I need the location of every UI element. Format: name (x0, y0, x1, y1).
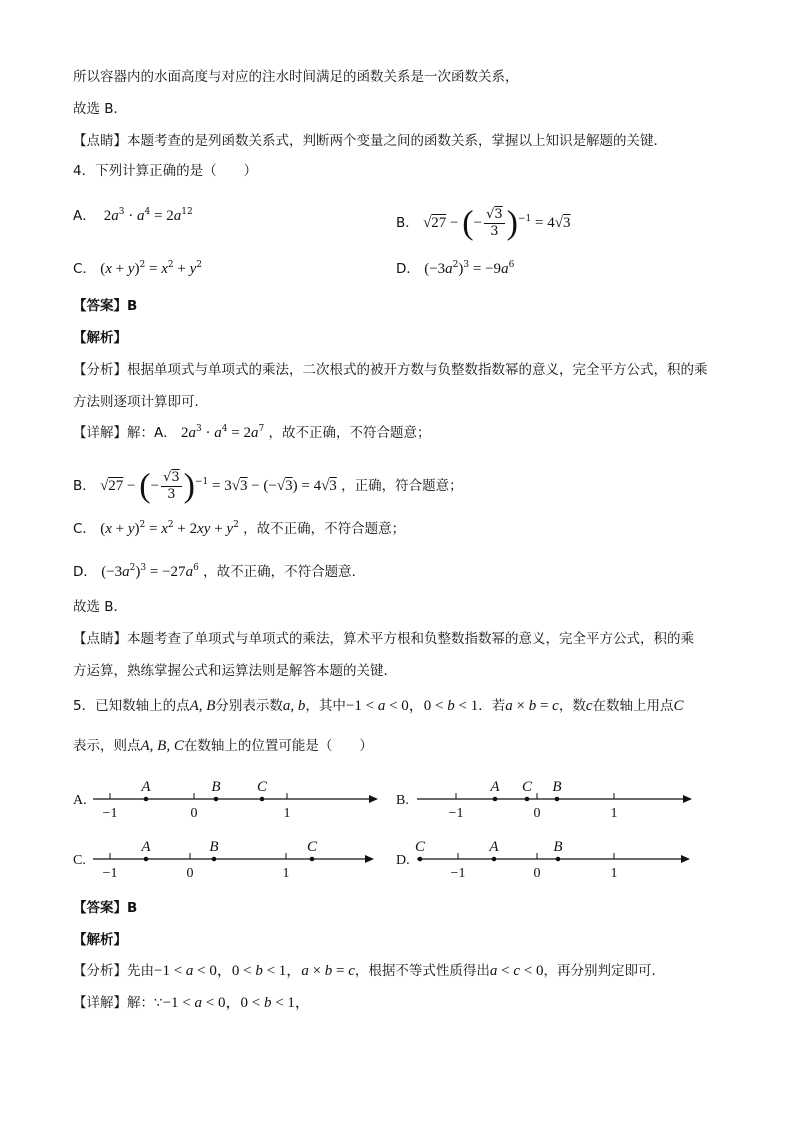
arrow-icon (369, 795, 378, 803)
arrow-icon (683, 795, 692, 803)
tick-label: −1 (102, 806, 118, 821)
tick-label: 1 (610, 866, 618, 881)
text-line: 【分析】根据单项式与单项式的乘法，二次根式的被开方数与负整数指数幂的意义，完全平方公式，积的乘 (73, 362, 708, 378)
number-line-options (0, 775, 794, 895)
point-dot (556, 857, 561, 862)
analysis-5-line: 【分析】先由−1 < a < 0，0 < b < 1，a × b = c，根据不等式性质得出a < c < 0，再分别判定即可． (73, 963, 666, 979)
point-dot (555, 797, 560, 802)
option-label: D. (396, 853, 410, 868)
point-dot (310, 857, 315, 862)
point-label: C (256, 779, 268, 795)
point-dot (418, 857, 423, 862)
text-line: 【点睛】本题考查了单项式与单项式的乘法，算术平方根和负整数指数幂的意义，完全平方公式，积的乘 (73, 631, 694, 647)
text-line: 故选 B． (73, 101, 128, 117)
point-dot (525, 797, 530, 802)
point-label: B (553, 839, 563, 855)
answer-5: 【答案】B (73, 900, 138, 916)
arrow-icon (681, 855, 690, 863)
option-label: C. (73, 853, 86, 868)
question-5-line2: 表示，则点A, B, C在数轴上的位置可能是（ ） (73, 738, 373, 754)
point-dot (144, 797, 149, 802)
option-d: D． $(-3a^2)^3 = -9a^6$ (396, 260, 515, 277)
point-label: A (141, 839, 151, 855)
detail-5-line: 【详解】解：∵−1 < a < 0，0 < b < 1， (73, 995, 310, 1011)
text-line: 方运算，熟练掌握公式和运算法则是解答本题的关键． (73, 663, 397, 679)
point-label: B (209, 839, 219, 855)
option-b: B． √27 − (− $\frac{√3}{3}$ )$^{-1}$ = 4√3 (396, 204, 571, 242)
tick-label: −1 (448, 806, 464, 821)
question-4-title: 4．下列计算正确的是（ ） (73, 163, 258, 179)
point-label: A (490, 779, 500, 795)
text-line: 故选 B． (73, 599, 128, 615)
point-label: B (211, 779, 221, 795)
tick-label: 0 (533, 866, 541, 881)
point-label: C (521, 779, 533, 795)
tick-label: 0 (533, 806, 541, 821)
point-dot (144, 857, 149, 862)
text-line: 【点睛】本题考查的是列函数关系式，判断两个变量之间的函数关系，掌握以上知识是解题的关键． (73, 133, 667, 149)
tick-label: 1 (283, 806, 291, 821)
point-label: C (306, 839, 318, 855)
detail-d: D． $(-3a^2)^3 = -27a^6$ ，故不正确，不符合题意． (73, 563, 366, 580)
question-5-line1: 5．已知数轴上的点A, B分别表示数a, b，其中−1 < a < 0，0 < b < 1．若a × b = c，数c在数轴上用点C (73, 698, 684, 714)
tick-label: 1 (610, 806, 618, 821)
answer-4: 【答案】B (73, 298, 138, 314)
option-label: B. (396, 793, 409, 808)
detail-a: 【详解】解：A． $2a^3 \cdot a^4 = 2a^7$ ，故不正确，不符合题意； (73, 424, 431, 441)
detail-c: C． $(x + y)^2 = x^2 + 2xy + y^2$ ，故不正确，不符合题意； (73, 520, 406, 537)
arrow-icon (365, 855, 374, 863)
detail-b: B． √27 − (− $\frac{√3}{3}$ )$^{-1}$ = 3√3 − (−√3) = 4√3 ，正确，符合题意； (73, 467, 463, 505)
option-a: A． $2a^3 \cdot a^4 = 2a^{12}$ (73, 207, 193, 224)
text-line: 方法则逐项计算即可． (73, 394, 208, 410)
point-dot (260, 797, 265, 802)
analysis-4-heading: 【解析】 (73, 330, 127, 346)
point-dot (214, 797, 219, 802)
point-dot (492, 857, 497, 862)
analysis-5-heading: 【解析】 (73, 932, 127, 948)
option-c: C． $(x + y)^2 = x^2 + y^2$ (73, 260, 203, 277)
point-dot (212, 857, 217, 862)
tick-label: −1 (450, 866, 466, 881)
tick-label: −1 (102, 866, 118, 881)
tick-label: 1 (282, 866, 290, 881)
point-dot (493, 797, 498, 802)
point-label: A (141, 779, 151, 795)
point-label: A (489, 839, 499, 855)
point-label: B (552, 779, 562, 795)
point-label: C (414, 839, 426, 855)
option-label: A. (73, 793, 87, 808)
tick-label: 0 (186, 866, 194, 881)
tick-label: 0 (190, 806, 198, 821)
text-line: 所以容器内的水面高度与对应的注水时间满足的函数关系是一次函数关系， (73, 69, 519, 85)
